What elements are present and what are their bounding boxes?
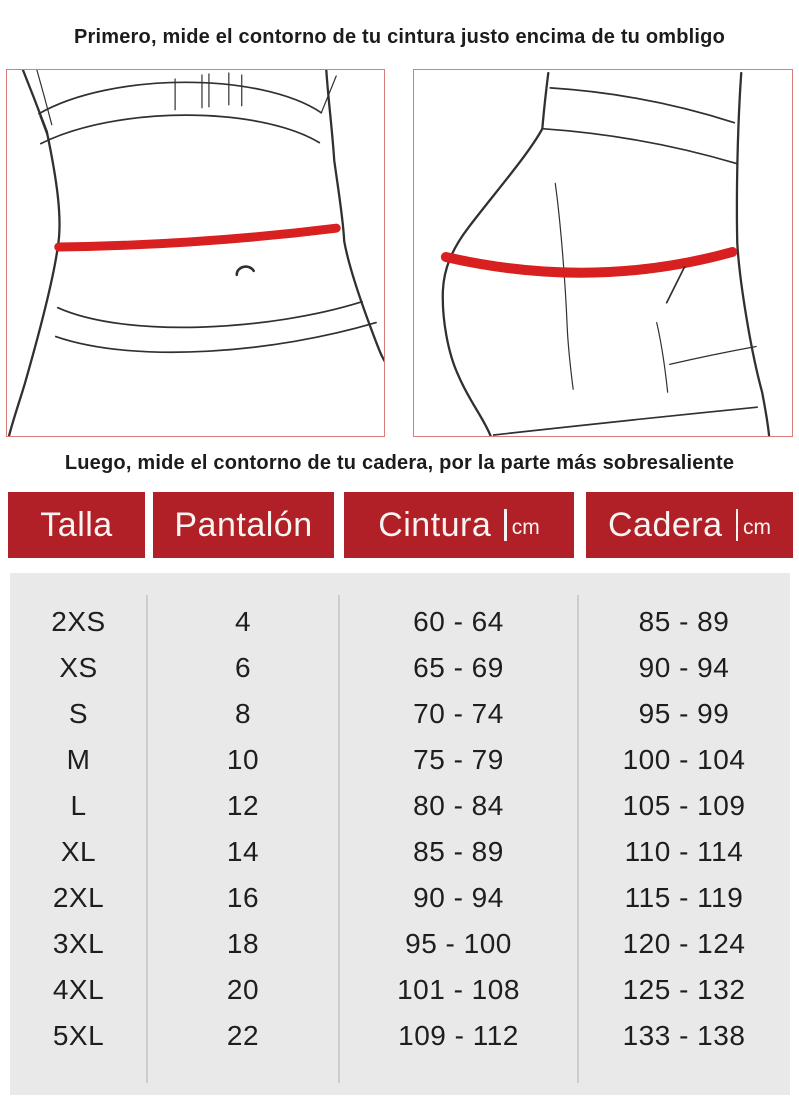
- cell-cintura: 80 - 84: [413, 790, 504, 821]
- cell-cadera: 95 - 99: [638, 698, 730, 729]
- header-label: Pantalón: [174, 505, 313, 544]
- cell-talla: 3XL: [52, 928, 105, 959]
- cell-talla: 2XL: [52, 882, 105, 913]
- cell-talla: M: [66, 744, 91, 775]
- header-label: Talla: [40, 505, 113, 544]
- cell-pantalon: 18: [226, 928, 260, 959]
- cell-pantalon: 12: [226, 790, 260, 821]
- cell-talla: XL: [60, 836, 97, 867]
- cell-cadera: 90 - 94: [638, 652, 730, 683]
- header-cintura: [344, 492, 574, 558]
- cell-pantalon: 16: [226, 882, 260, 913]
- cell-cadera: 133 - 138: [622, 1020, 746, 1051]
- unit-divider-bar: [504, 509, 507, 541]
- cell-cadera: 85 - 89: [638, 606, 730, 637]
- table-row: [10, 829, 790, 875]
- cell-cadera: 115 - 119: [624, 882, 744, 913]
- cell-cintura: 101 - 108: [397, 974, 520, 1005]
- header-unit: cm: [511, 516, 540, 539]
- header-talla: [8, 492, 145, 558]
- cell-pantalon: 8: [234, 698, 252, 729]
- cell-pantalon: 20: [226, 974, 260, 1005]
- cell-pantalon: 6: [234, 652, 252, 683]
- cell-pantalon: 14: [226, 836, 260, 867]
- front-torso-illustration: [7, 70, 384, 436]
- header-unit: cm: [743, 516, 771, 539]
- header-cadera: [586, 492, 793, 558]
- cell-talla: XS: [59, 652, 98, 683]
- cell-cadera: 125 - 132: [622, 974, 746, 1005]
- waist-measure-figure: [6, 69, 385, 437]
- cell-pantalon: 22: [226, 1020, 260, 1051]
- table-row: [10, 967, 790, 1013]
- table-row: [10, 875, 790, 921]
- size-table-body: [10, 573, 790, 1095]
- cell-cintura: 85 - 89: [413, 836, 504, 867]
- cell-talla: 5XL: [52, 1020, 105, 1051]
- cell-cintura: 65 - 69: [413, 652, 504, 683]
- table-row: [10, 599, 790, 645]
- table-row: [10, 1013, 790, 1059]
- cell-cadera: 110 - 114: [624, 836, 744, 867]
- cell-pantalon: 10: [226, 744, 260, 775]
- header-pantalon: [153, 492, 334, 558]
- cell-cintura: 95 - 100: [405, 928, 512, 959]
- column-divider: [338, 595, 340, 1083]
- cell-talla: 2XS: [51, 606, 106, 637]
- cell-cintura: 75 - 79: [413, 744, 504, 775]
- cell-talla: L: [70, 790, 87, 821]
- table-row: [10, 737, 790, 783]
- header-label: Cadera: [607, 505, 723, 544]
- unit-divider-bar: [736, 509, 739, 541]
- hip-measure-figure: [413, 69, 793, 437]
- table-row: [10, 645, 790, 691]
- header-label: Cintura: [378, 505, 492, 544]
- side-hip-illustration: [414, 70, 792, 436]
- waist-instruction: Primero, mide el contorno de tu cintura justo encima de tu ombligo: [73, 26, 726, 48]
- cell-pantalon: 4: [234, 606, 252, 637]
- column-divider: [577, 595, 579, 1083]
- size-table-rows: [10, 599, 790, 1059]
- cell-talla: 4XL: [52, 974, 105, 1005]
- cell-cadera: 100 - 104: [622, 744, 746, 775]
- cell-cintura: 70 - 74: [413, 698, 504, 729]
- table-row: [10, 783, 790, 829]
- cell-cintura: 90 - 94: [413, 882, 504, 913]
- hip-instruction: Luego, mide el contorno de tu cadera, por la parte más sobresaliente: [64, 452, 735, 474]
- table-row: [10, 921, 790, 967]
- cell-cadera: 120 - 124: [622, 928, 746, 959]
- cell-cadera: 105 - 109: [622, 790, 746, 821]
- table-row: [10, 691, 790, 737]
- cell-talla: S: [68, 698, 89, 729]
- column-divider: [146, 595, 148, 1083]
- cell-cintura: 60 - 64: [413, 606, 504, 637]
- cell-cintura: 109 - 112: [398, 1020, 519, 1051]
